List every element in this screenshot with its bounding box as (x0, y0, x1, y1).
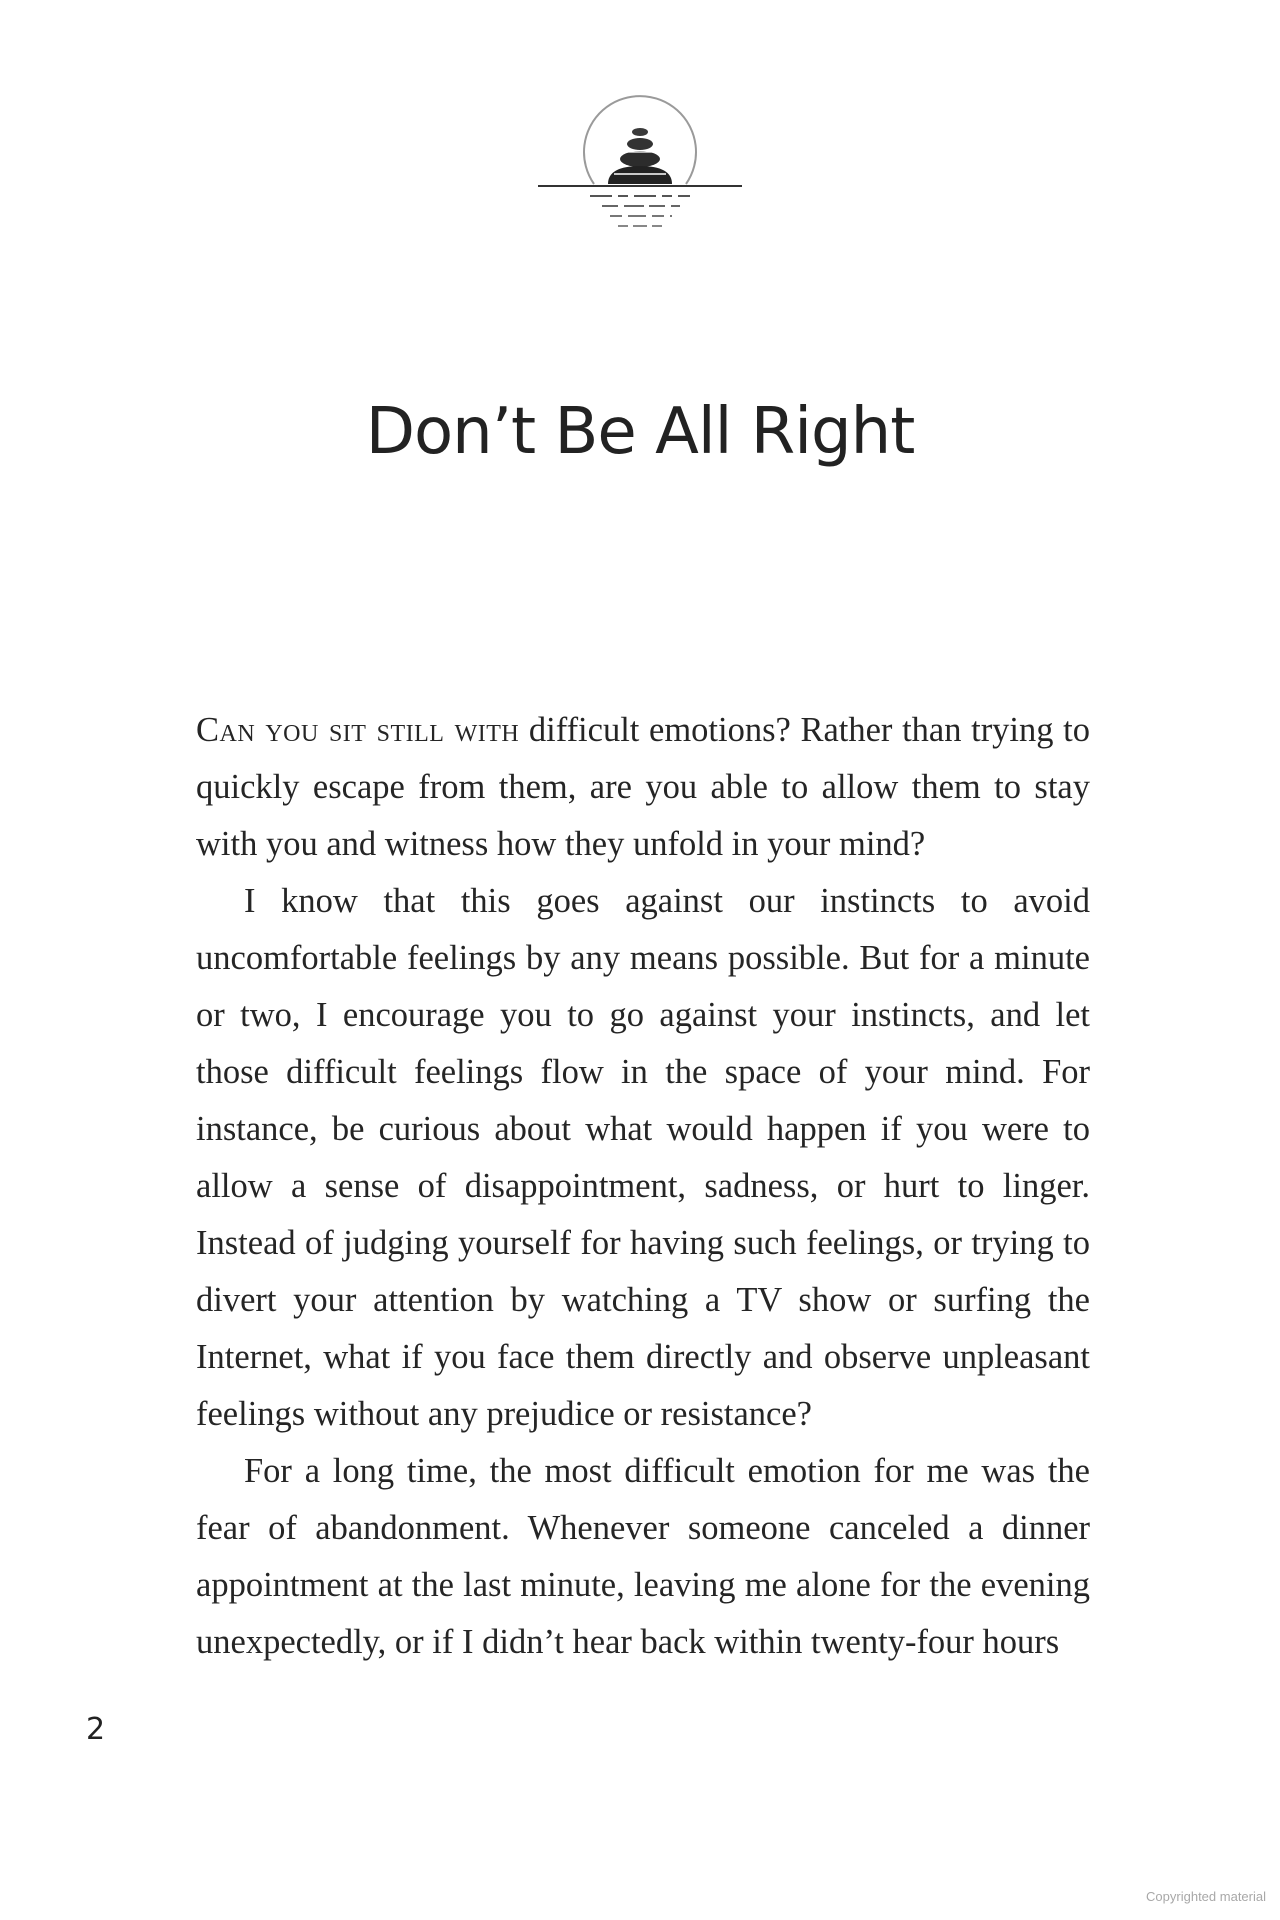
chapter-title: Don’t Be All Right (365, 395, 915, 469)
paragraph-3: For a long time, the most difficult emotion for me was the fear of abandonment. Whenever someone canceled a dinner appointment at the last minute, leaving me alone for the evening unexpectedly, or if I didn’t hear back within twenty-four hours (196, 1452, 1090, 1661)
paragraph-1-text: difficult emotions? Rather than trying to quickly escape from them, are you able to allow them to stay with you and witness how they unfold in your mind? (196, 711, 1090, 863)
body-text (196, 702, 1090, 1671)
balanced-stones-moon-icon (530, 94, 750, 244)
paragraph-lead-smallcaps: Can you sit still with (196, 711, 520, 749)
paragraph-2: I know that this goes against our instincts to avoid uncomfortable feelings by any means possible. But for a minute or two, I encourage you to go against your instincts, and let those difficult feelings flow in the space of your mind. For instance, be curious about what would happen if you were to allow a sense of disappointment, sadness, or hurt to linger. Instead of judging yourself for having such feelings, or trying to divert your attention by watching a TV show or surfing the Internet, what if you face them directly and observe unpleasant feelings without any prejudice or resistance? (196, 882, 1090, 1433)
copyright-watermark: Copyrighted material (1146, 1889, 1266, 1904)
paragraph-1 (196, 702, 1090, 873)
page-number: 2 (86, 1712, 106, 1747)
